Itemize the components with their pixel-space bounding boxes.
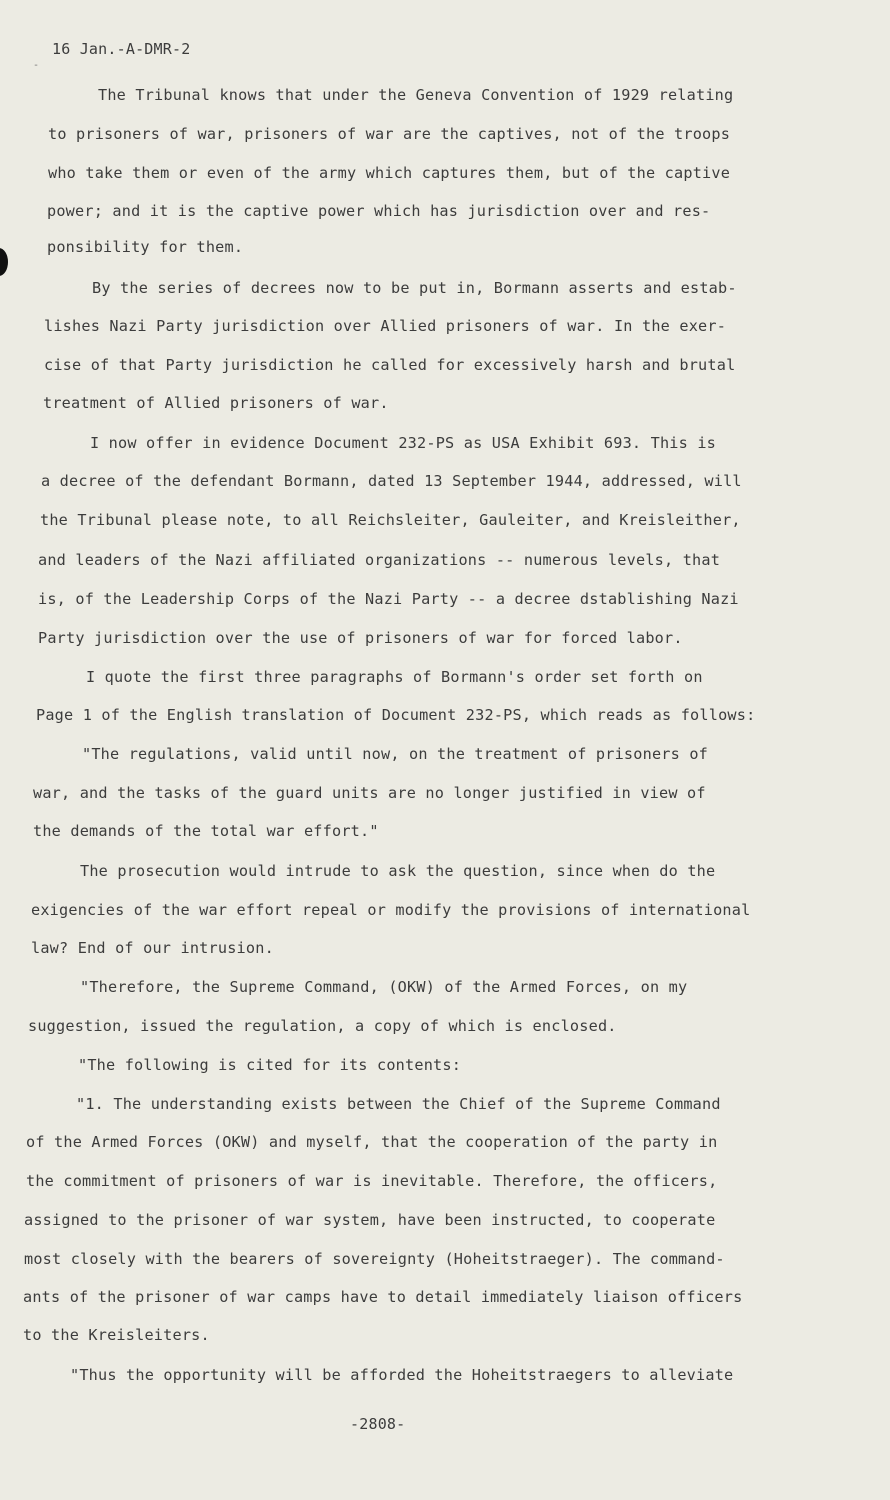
text-line: Party jurisdiction over the use of prisoners of war for forced labor. — [38, 629, 683, 647]
punch-hole — [0, 248, 8, 276]
text-line: is, of the Leadership Corps of the Nazi Party -- a decree dstablishing Nazi — [38, 590, 739, 608]
text-line: who take them or even of the army which captures them, but of the captive — [48, 164, 731, 182]
text-line: the demands of the total war effort." — [33, 822, 379, 840]
text-line: ants of the prisoner of war camps have to detail immediately liaison officers — [23, 1288, 743, 1306]
text-line: "The regulations, valid until now, on the treatment of prisoners of — [82, 745, 709, 763]
text-line: By the series of decrees now to be put in, Bormann asserts and estab- — [92, 279, 737, 297]
text-line: "Thus the opportunity will be afforded the Hoheitstraegers to alleviate — [70, 1366, 734, 1384]
text-line: "The following is cited for its contents: — [78, 1056, 462, 1074]
text-line: a decree of the defendant Bormann, dated 13 September 1944, addressed, will — [41, 472, 742, 490]
text-line: most closely with the bearers of sovereignty (Hoheitstraeger). The command- — [24, 1250, 725, 1268]
text-line: to prisoners of war, prisoners of war are the captives, not of the troops — [48, 125, 731, 143]
text-line: The Tribunal knows that under the Geneva Convention of 1929 relating — [98, 86, 734, 104]
margin-mark: - — [33, 60, 40, 71]
text-line: the Tribunal please note, to all Reichsleiter, Gauleiter, and Kreisleither, — [40, 511, 741, 529]
text-line: Page 1 of the English translation of Document 232-PS, which reads as follows: — [36, 706, 756, 724]
text-line: "Therefore, the Supreme Command, (OKW) of the Armed Forces, on my — [80, 978, 688, 996]
text-line: assigned to the prisoner of war system, have been instructed, to cooperate — [24, 1211, 716, 1229]
text-line: the commitment of prisoners of war is inevitable. Therefore, the officers, — [26, 1172, 718, 1190]
text-line: war, and the tasks of the guard units are no longer justified in view of — [33, 784, 706, 802]
text-line: power; and it is the captive power which has jurisdiction over and res- — [47, 202, 711, 220]
text-line: I quote the first three paragraphs of Bormann's order set forth on — [86, 668, 703, 686]
page-number: -2808- — [350, 1415, 406, 1433]
text-line: The prosecution would intrude to ask the question, since when do the — [80, 862, 716, 880]
page-header: 16 Jan.-A-DMR-2 — [52, 40, 191, 58]
text-line: ponsibility for them. — [47, 238, 244, 256]
text-line: of the Armed Forces (OKW) and myself, that the cooperation of the party in — [26, 1133, 718, 1151]
text-line: suggestion, issued the regulation, a copy of which is enclosed. — [28, 1017, 617, 1035]
text-line: and leaders of the Nazi affiliated organizations -- numerous levels, that — [38, 551, 721, 569]
text-line: lishes Nazi Party jurisdiction over Allied prisoners of war. In the exer- — [44, 317, 727, 335]
text-line: cise of that Party jurisdiction he called for excessively harsh and brutal — [44, 356, 736, 374]
text-line: law? End of our intrusion. — [31, 939, 274, 957]
text-line: I now offer in evidence Document 232-PS as USA Exhibit 693. This is — [90, 434, 717, 452]
text-line: "1. The understanding exists between the Chief of the Supreme Command — [76, 1095, 721, 1113]
text-line: to the Kreisleiters. — [23, 1326, 210, 1344]
text-line: treatment of Allied prisoners of war. — [43, 394, 389, 412]
text-line: exigencies of the war effort repeal or modify the provisions of international — [31, 901, 751, 919]
